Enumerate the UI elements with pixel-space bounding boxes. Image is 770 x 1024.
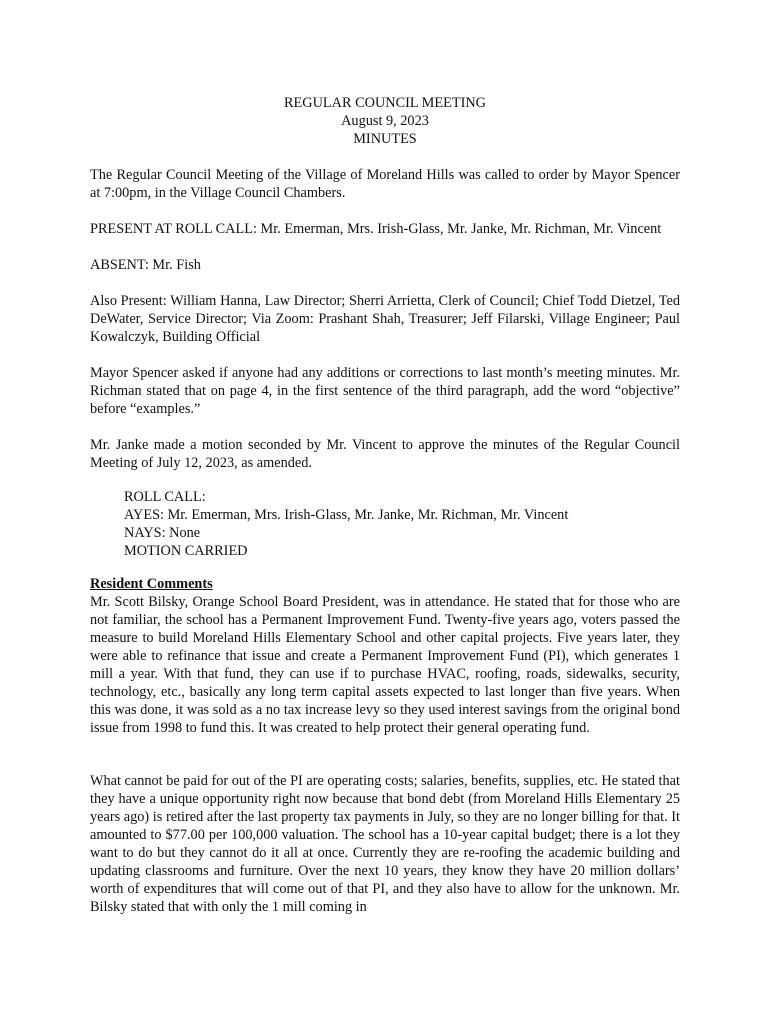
roll-call-block: [124, 488, 684, 560]
resident-comments-heading: Resident Comments: [90, 576, 213, 592]
corrections-paragraph: Mayor Spencer asked if anyone had any additions or corrections to last month’s meeting minutes. Mr. Richman stated that on page 4, in the first sentence of the third paragraph, add the word “objective” before “examples.”: [90, 365, 680, 417]
roll-call-label: ROLL CALL:: [124, 489, 206, 505]
absent-line: ABSENT: Mr. Fish: [90, 257, 201, 273]
meeting-title: REGULAR COUNCIL MEETING: [284, 95, 486, 111]
roll-call-nays: NAYS: None: [124, 525, 201, 541]
minutes-header: [0, 94, 770, 148]
resident-comment-paragraph-1: Mr. Scott Bilsky, Orange School Board President, was in attendance. He stated that for those who are not familiar, the school has a Permanent Improvement Fund. Twenty-five years ago, voters passed the measure to build Moreland Hills Elementary School and other capital projects. Five years later, they were able to refinance that issue and create a Permanent Improvement Fund (PI), which generates 1 mill a year. With that fund, they can use if to purchase HVAC, roofing, roads, sidewalks, security, technology, etc., basically any long term capital assets expected to last longer than five years. When this was done, it was sold as a no tax increase levy so they used interest savings from the original bond issue from 1998 to fund this. It was created to help protect their general operating fund.: [90, 594, 680, 736]
resident-comment-paragraph-2: What cannot be paid for out of the PI are operating costs; salaries, benefits, supplies, etc. He stated that they have a unique opportunity right now because that bond debt (from Moreland Hills Elementary 25 years ago) is retired after the last property tax payments in July, so they are no longer billing for that. It amounted to $77.00 per 100,000 valuation. The school has a 10-year capital budget; there is a lot they want to do but they cannot do it all at once. Currently they are re-roofing the academic building and updating classrooms and furniture. Over the next 10 years, they know they have 20 million dollars’ worth of expenditures that will come out of that PI, and they also have to allow for the unknown. Mr. Bilsky stated that with only the 1 mill coming in: [90, 773, 680, 915]
present-at-roll-call: PRESENT AT ROLL CALL: Mr. Emerman, Mrs. Irish-Glass, Mr. Janke, Mr. Richman, Mr. Vincent: [90, 221, 662, 237]
meeting-date: August 9, 2023: [341, 113, 429, 129]
call-to-order-paragraph: The Regular Council Meeting of the Village of Moreland Hills was called to order by Mayor Spencer at 7:00pm, in the Village Council Chambers.: [90, 167, 680, 201]
minutes-label: MINUTES: [353, 131, 417, 147]
motion-paragraph: Mr. Janke made a motion seconded by Mr. Vincent to approve the minutes of the Regular Council Meeting of July 12, 2023, as amended.: [90, 437, 680, 471]
roll-call-ayes: AYES: Mr. Emerman, Mrs. Irish-Glass, Mr. Janke, Mr. Richman, Mr. Vincent: [124, 507, 569, 523]
roll-call-result: MOTION CARRIED: [124, 543, 248, 559]
also-present-paragraph: Also Present: William Hanna, Law Director; Sherri Arrietta, Clerk of Council; Chief Todd Dietzel, Ted DeWater, Service Director; Via Zoom: Prashant Shah, Treasurer; Jeff Filarski, Village Engineer; Paul Kowalczyk, Building Official: [90, 293, 680, 345]
